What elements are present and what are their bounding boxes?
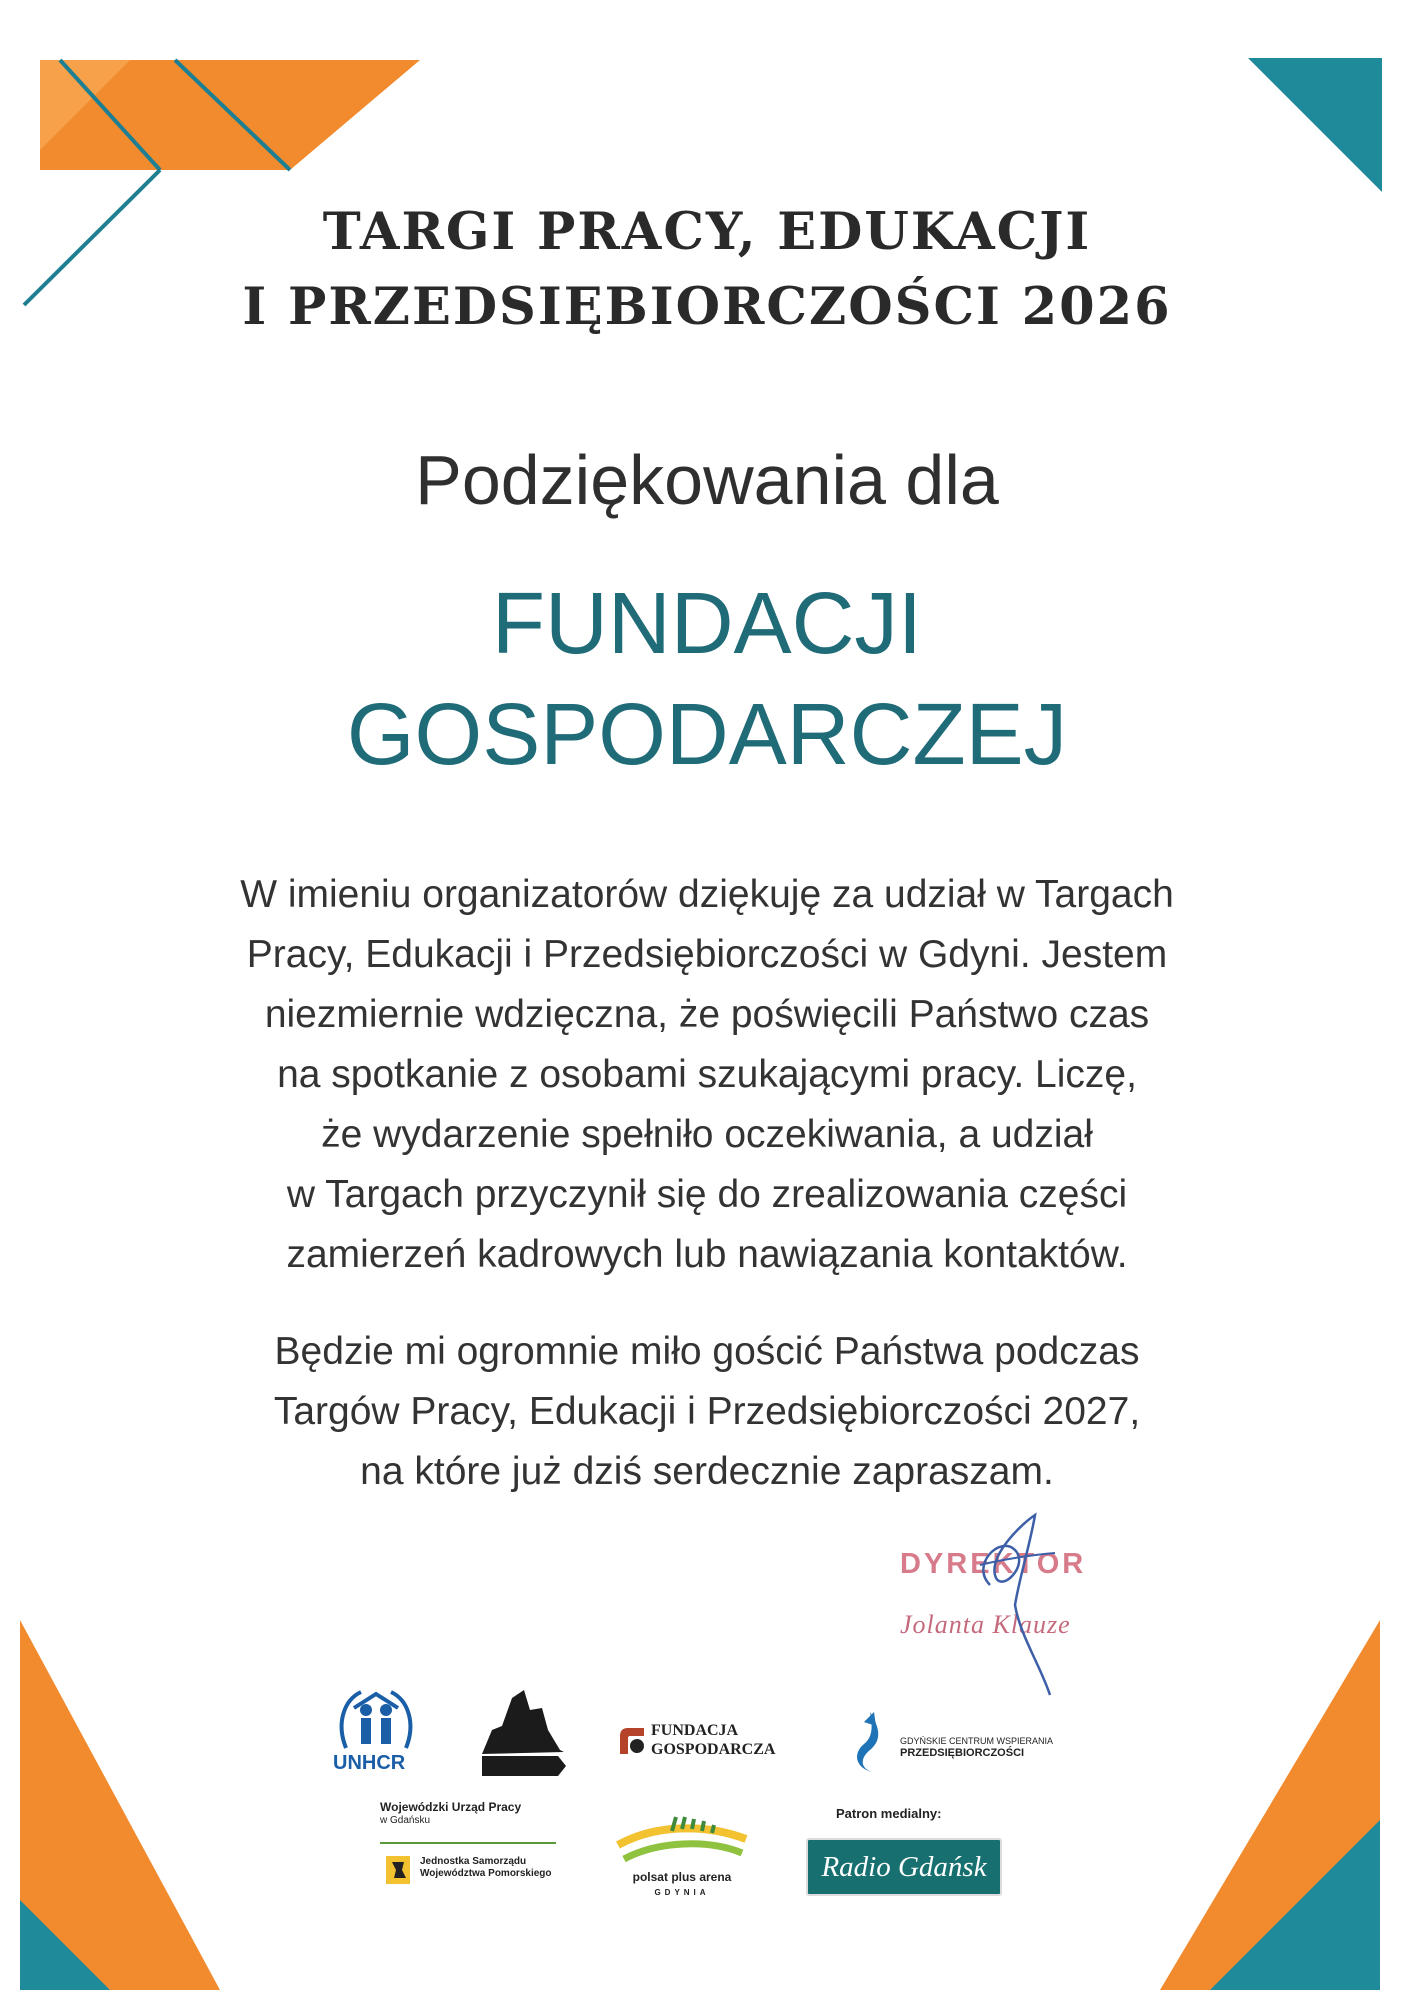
recipient-name — [0, 568, 1414, 790]
paragraph-line: Targów Pracy, Edukacji i Przedsiębiorczości 2027, — [273, 1390, 1141, 1433]
pomorskie-crest-icon — [386, 1856, 410, 1884]
logo-text-line: w Gdańsku — [380, 1815, 431, 1826]
paragraph-line: na które już dziś serdecznie zapraszam. — [360, 1450, 1054, 1493]
polsat-plus-arena-logo-text — [612, 1870, 752, 1900]
radio-gdansk-logo: Radio Gdańsk — [806, 1838, 1002, 1896]
logo-text-line: Wojewódzki Urząd Pracy — [380, 1800, 522, 1814]
recipient-line-2: GOSPODARCZEJ — [346, 686, 1068, 783]
bottom-right-corner-decoration — [1150, 1600, 1414, 2000]
unhcr-logo-text: UNHCR — [333, 1752, 406, 1774]
samorzad-logo-text — [420, 1856, 552, 1880]
event-title — [0, 195, 1414, 345]
stamp-title: DYREKTOR — [900, 1548, 1087, 1580]
logo-text-line: Jednostka Samorządu — [420, 1856, 527, 1867]
body-paragraph-1 — [0, 865, 1414, 1285]
paragraph-line: że wydarzenie spełniło oczekiwania, a udział — [321, 1113, 1093, 1156]
top-right-corner-decoration — [1230, 0, 1414, 220]
logo-text-line: polsat plus arena — [632, 1870, 732, 1884]
fundacja-gospodarcza-logo-icon — [616, 1724, 646, 1756]
paragraph-line: Pracy, Edukacji i Przedsiębiorczości w Gdyni. Jestem — [246, 933, 1168, 976]
paragraph-line: w Targach przyczynił się do zrealizowania części — [286, 1173, 1128, 1216]
wup-logo-text — [380, 1800, 521, 1828]
ship-logo-icon — [482, 1690, 566, 1780]
polsat-plus-arena-logo-icon — [614, 1815, 750, 1869]
paragraph-line: na spotkanie z osobami szukającymi pracy. Liczę, — [277, 1053, 1137, 1096]
handwritten-signature — [960, 1505, 1070, 1705]
logo-text-line: FUNDACJA — [651, 1722, 739, 1739]
fundacja-gospodarcza-logo-text — [651, 1721, 775, 1759]
recipient-line-1: FUNDACJI — [491, 575, 923, 672]
wup-logo-rule — [380, 1842, 556, 1844]
logo-text-line: PRZEDSIĘBIORCZOŚCI — [900, 1747, 1025, 1759]
event-title-line-2: I PRZEDSIĘBIORCZOŚCI 2026 — [242, 277, 1172, 337]
paragraph-line: W imieniu organizatorów dziękuję za udział w Targach — [240, 873, 1174, 916]
logo-text-line: GDYŃSKIE CENTRUM WSPIERANIA — [900, 1736, 1054, 1746]
bottom-left-corner-decoration — [0, 1600, 230, 2000]
paragraph-line: Będzie mi ogromnie miło gościć Państwa podczas — [274, 1330, 1140, 1373]
gcwp-logo-text — [900, 1735, 1053, 1759]
stamp-name: Jolanta Klauze — [900, 1610, 1071, 1639]
thanks-heading: Podziękowania dla — [415, 441, 999, 519]
logo-text-line: Województwa Pomorskiego — [420, 1868, 552, 1879]
unhcr-logo-icon — [336, 1688, 416, 1752]
paragraph-line: niezmiernie wdzięczna, że poświęcili Państwo czas — [264, 993, 1150, 1036]
logo-text-line: GOSPODARCZA — [651, 1741, 776, 1758]
event-title-line-1: TARGI PRACY, EDUKACJI — [322, 202, 1092, 262]
logo-text-line: GDYNIA — [654, 1888, 710, 1897]
patron-label: Patron medialny: — [836, 1806, 942, 1821]
gcwp-logo-icon — [850, 1710, 890, 1774]
paragraph-line: zamierzeń kadrowych lub nawiązania kontaktów. — [286, 1233, 1128, 1276]
body-paragraph-2 — [0, 1322, 1414, 1502]
